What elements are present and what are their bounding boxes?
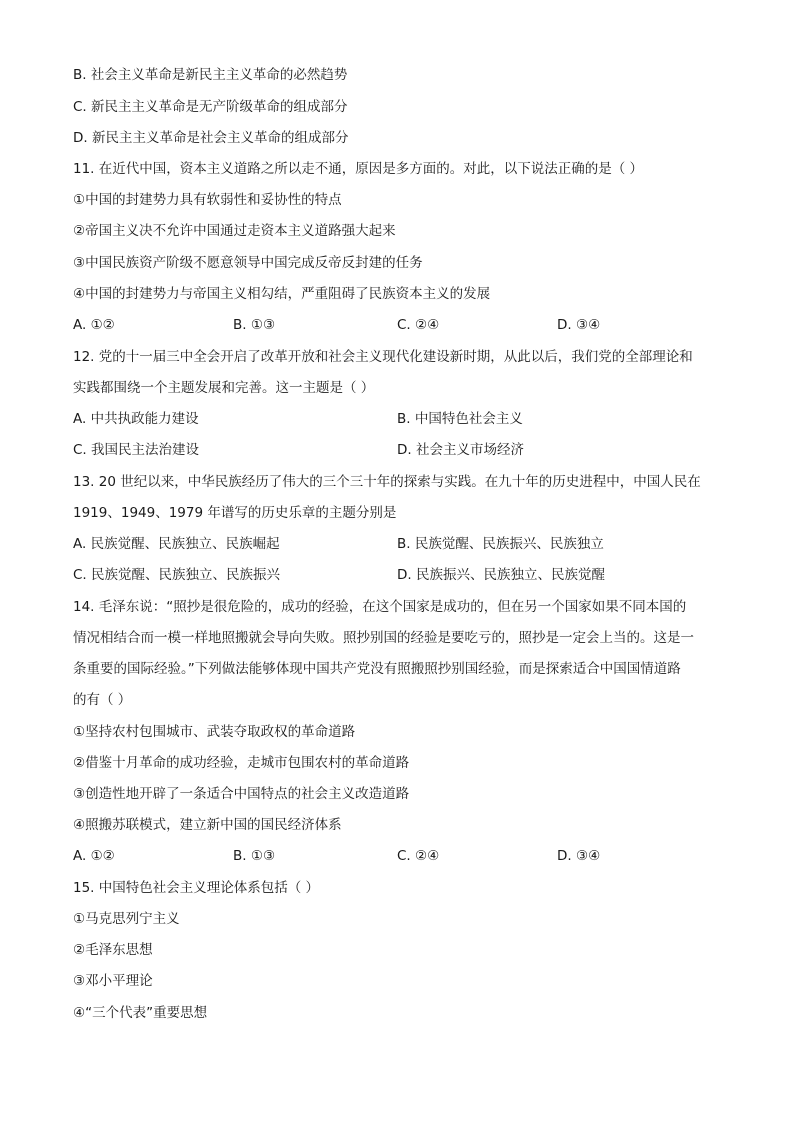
q13-option-c: C. 民族觉醒、民族独立、民族振兴 [73,567,281,583]
q11-stem: 11. 在近代中国，资本主义道路之所以走不通，原因是多方面的。对此，以下说法正确的是（ ） [73,161,644,177]
q12-option-d: D. 社会主义市场经济 [397,442,524,458]
q12-stem-line-1: 12. 党的十一届三中全会开启了改革开放和社会主义现代化建设新时期，从此以后，我们党的全部理论和 [73,349,693,365]
q11-item-4: ④中国的封建势力与帝国主义相勾结，严重阻碍了民族资本主义的发展 [73,286,491,302]
q11-item-2: ②帝国主义决不允许中国通过走资本主义道路强大起来 [73,223,396,239]
q13-stem-line-1: 13. 20 世纪以来，中华民族经历了伟大的三个三十年的探索与实践。在九十年的历史进程中，中国人民在 [73,474,701,490]
q11-option-c: C. ②④ [397,317,440,333]
q14-item-1: ①坚持农村包围城市、武装夺取政权的革命道路 [73,724,356,740]
q14-item-4: ④照搬苏联模式，建立新中国的国民经济体系 [73,817,342,833]
q13-option-a: A. 民族觉醒、民族独立、民族崛起 [73,536,280,552]
q14-stem-line-1: 14. 毛泽东说：“照抄是很危险的，成功的经验，在这个国家是成功的，但在另一个国家如果不同本国的 [73,599,687,615]
q14-option-d: D. ③④ [557,848,601,864]
q14-option-b: B. ①③ [233,848,276,864]
q10-option-c: C. 新民主主义革命是无产阶级革命的组成部分 [73,99,348,115]
q14-item-3: ③创造性地开辟了一条适合中国特点的社会主义改造道路 [73,786,410,802]
q14-item-2: ②借鉴十月革命的成功经验，走城市包围农村的革命道路 [73,755,410,771]
q15-item-4: ④“三个代表”重要思想 [73,1005,208,1021]
q12-option-a: A. 中共执政能力建设 [73,411,199,427]
q14-stem-line-3: 条重要的国际经验。”下列做法能够体现中国共产党没有照搬照抄别国经验，而是探索适合中国国情道路 [73,661,681,677]
q14-option-a: A. ①② [73,848,115,864]
q11-item-3: ③中国民族资产阶级不愿意领导中国完成反帝反封建的任务 [73,255,423,271]
q15-item-3: ③邓小平理论 [73,973,153,989]
q10-option-d: D. 新民主主义革命是社会主义革命的组成部分 [73,130,349,146]
q11-option-d: D. ③④ [557,317,601,333]
q13-option-d: D. 民族振兴、民族独立、民族觉醒 [397,567,605,583]
q11-option-a: A. ①② [73,317,115,333]
q12-option-c: C. 我国民主法治建设 [73,442,200,458]
q15-item-2: ②毛泽东思想 [73,942,153,958]
q14-option-c: C. ②④ [397,848,440,864]
q11-item-1: ①中国的封建势力具有软弱性和妥协性的特点 [73,192,342,208]
q11-option-b: B. ①③ [233,317,276,333]
q15-item-1: ①马克思列宁主义 [73,911,180,927]
q14-stem-line-2: 情况相结合而一模一样地照搬就会导向失败。照抄别国的经验是要吃亏的，照抄是一定会上当的。这是一 [73,630,694,646]
q13-option-b: B. 民族觉醒、民族振兴、民族独立 [397,536,604,552]
q12-stem-line-2: 实践都围绕一个主题发展和完善。这一主题是（ ） [73,380,375,396]
q13-stem-line-2: 1919、1949、1979 年谱写的历史乐章的主题分别是 [73,505,397,521]
q10-option-b: B. 社会主义革命是新民主主义革命的必然趋势 [73,67,348,83]
q15-stem: 15. 中国特色社会主义理论体系包括（ ） [73,880,320,896]
q12-option-b: B. 中国特色社会主义 [397,411,523,427]
q14-stem-line-4: 的有（ ） [73,692,132,708]
